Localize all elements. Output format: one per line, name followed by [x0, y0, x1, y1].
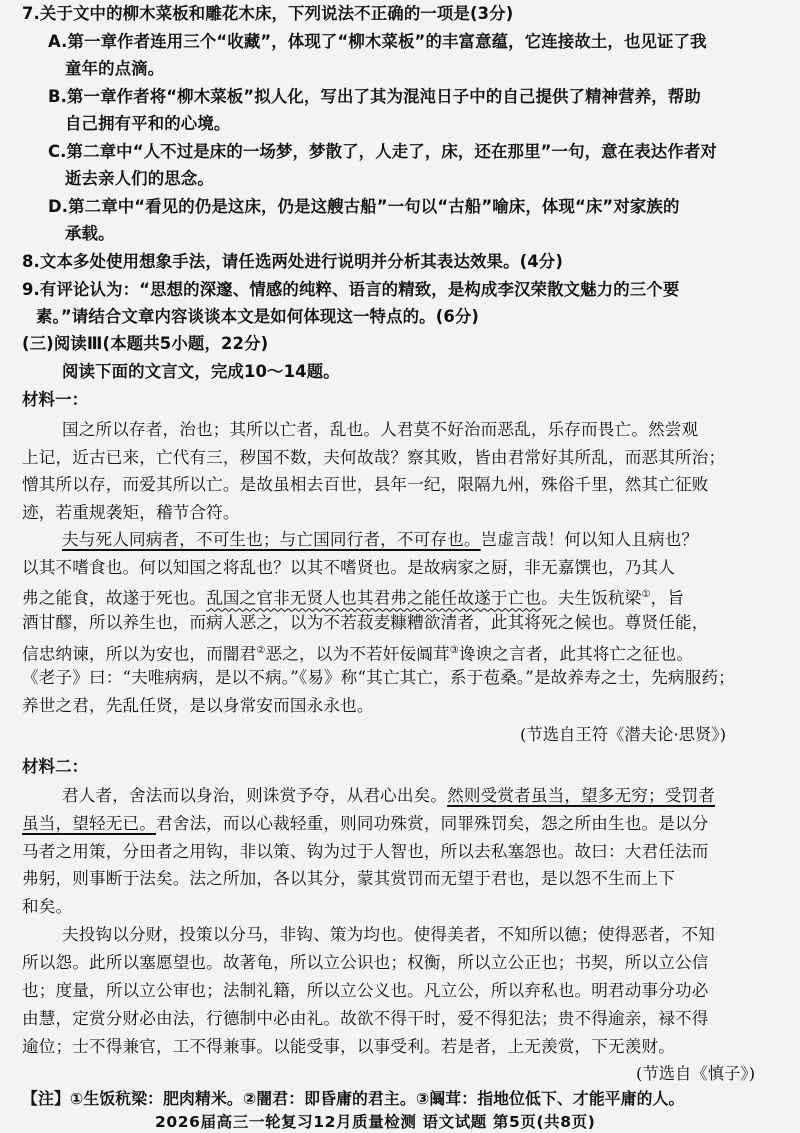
q7-option-a-line1: A.第一章作者连用三个“收藏”，体现了“柳木菜板”的丰富意蕴，它连接故土，也见证了我 [48, 32, 707, 51]
m1-p2-line2: 以其不嗜食也。何以知国之将乱也？以其不嗜贤也。是故病家之厨，非无嘉馔也，乃其人 [22, 558, 676, 577]
m2-p2-line1: 夫投钩以分财，投策以分马，非钩、策为均也。使得美者，不知所以德；使得恶者，不知 [62, 925, 716, 944]
q7-option-b-line2: 自己拥有平和的心境。 [65, 114, 231, 133]
footnote-marker-3: ③ [449, 645, 459, 656]
wavy-underlined-sentence: 乱国之官非无贤人也其君弗之能任故遂于亡也 [206, 588, 542, 608]
m2-p1-line3: 马者之用策，分田者之用钩，非以策、钩为过于人智也，所以去私塞怨也。故曰：大君任法而 [22, 842, 709, 861]
q7-option-d-line2: 承载。 [65, 224, 115, 243]
m1-p1-line4: 迹，若重规袭矩，稽节合符。 [22, 503, 240, 522]
q7-option-a-line2: 童年的点滴。 [65, 59, 165, 78]
m2-p2-line2: 所以怨。此所以塞愿望也。故著龟，所以立公识也；权衡，所以立公正也；书契，所以立公信 [22, 953, 709, 972]
m1-p1-line2: 上记，近古已来，亡代有三，秽国不数，夫何故哉？察其败，皆由君常好其所乱，而恶其所治； [22, 448, 726, 467]
underlined-sentence-2: 然则受赏者虽当，望多无穷；受罚者 [447, 786, 716, 805]
q7-option-d-line1: D.第二章中“看见的仍是这床，仍是这艘古船”一句以“古船”喻床，体现“床”对家族的 [48, 197, 680, 216]
question-9-line1: 9.有评论认为：“思想的深邃、情感的纯粹、语言的精致，是构成李汉荣散文魅力的三个要 [22, 280, 680, 299]
m1-p2-line3: 弗之能食，故遂于死也。乱国之官非无贤人也其君弗之能任故遂于亡也。夫生饭秔梁①，旨 [22, 588, 685, 608]
underlined-sentence-2-cont: 虽当，望轻无已。 [22, 814, 156, 833]
m2-p2-line3: 也；度量，所以立公审也；法制礼籍，所以立公义也。凡立公，所以弃私也。明君动事分功必 [22, 981, 709, 1000]
m1-p2-line7: 养世之君，先乱任贤，是以身常安而国永永也。 [22, 696, 374, 715]
material-2-source: (节选自《慎子》) [636, 1064, 756, 1083]
footnotes: 【注】①生饭秔梁：肥肉精米。②闇君：即昏庸的君主。③阘茸：指地位低下、才能平庸的人。 [22, 1089, 685, 1108]
material-1-source: (节选自王符《潜夫论·思贤》) [520, 725, 727, 744]
m1-p2-line5: 信忠纳谏，所以为安也，而闇君②恶之，以为不若奸佞阘茸③谗谀之言者，此其将亡之征也。 [22, 644, 694, 664]
q7-option-c-line1: C.第二章中“人不过是床的一场梦，梦散了，人走了，床，还在那里”一句，意在表达作者对 [48, 142, 717, 161]
m2-p2-line4: 由慧，定赏分财必由法，行德制中必由礼。故欲不得干时，爱不得犯法；贵不得逾亲，禄不得 [22, 1009, 709, 1028]
m1-p2-line1: 夫与死人同病者，不可生也；与亡国同行者，不可存也。岂虚言哉！何以知人且病也？ [62, 530, 699, 549]
m1-p1-line1: 国之所以存者，治也；其所以亡者，乱也。人君莫不好治而恶乱，乐存而畏亡。然尝观 [62, 420, 699, 439]
m1-p2-line4: 酒甘醪，所以养生也，而病人恶之，以为不若菽麦糠糟欲清者，此其将死之候也。尊贤任能， [22, 613, 709, 632]
underlined-sentence-1: 夫与死人同病者，不可生也；与亡国同行者，不可存也。 [62, 530, 481, 549]
section-title: (三)阅读Ⅲ(本题共5小题，22分) [22, 334, 269, 353]
question-9-line2: 素。”请结合文章内容谈谈本文是如何体现这一特点的。(6分) [36, 307, 480, 326]
material-1-label: 材料一： [22, 390, 89, 409]
footnote-marker-1: ① [641, 589, 651, 600]
q7-option-c-line2: 逝去亲人们的思念。 [65, 169, 214, 188]
m2-p2-line5: 逾位；士不得兼官，工不得兼事。以能受事，以事受利。若是者，上无羡赏，下无羡财。 [22, 1037, 676, 1056]
section-instruction: 阅读下面的文言文，完成10～14题。 [62, 362, 340, 381]
m2-p1-line4: 弗躬，则事断于法矣。法之所加，各以其分，蒙其赏罚而无望于君也，是以怨不生而上下 [22, 869, 676, 888]
m1-p1-line3: 憎其所以存，而爱其所以亡。是故虽相去百世，县年一纪，限隔九州，殊俗千里，然其亡征败 [22, 475, 709, 494]
m2-p1-line2: 虽当，望轻无已。君舍法，而以心裁轻重，则同功殊赏，同罪殊罚矣，怨之所由生也。是以分 [22, 814, 709, 833]
material-2-label: 材料二： [22, 757, 89, 776]
question-8: 8.文本多处使用想象手法，请任选两处进行说明并分析其表达效果。(4分) [22, 252, 563, 271]
footnote-marker-2: ② [256, 645, 266, 656]
q7-option-b-line1: B.第一章作者将“柳木菜板”拟人化，写出了其为混沌日子中的自己提供了精神营养，帮助 [48, 87, 701, 106]
question-7-stem: 7.关于文中的柳木菜板和雕花木床，下列说法不正确的一项是(3分) [22, 4, 514, 23]
page-footer: 2026届高三一轮复习12月质量检测 语文试题 第5页(共8页) [155, 1113, 596, 1131]
m2-p1-line1: 君人者，舍法而以身治，则诛赏予夺，从君心出矣。然则受赏者虽当，望多无穷；受罚者 [62, 786, 716, 805]
m1-p2-line6: 《老子》曰：“夫唯病病，是以不病。”《易》称“其亡其亡，系于苞桑。”是故养寿之士，先病服药； [22, 668, 735, 687]
m2-p1-line5: 和矣。 [22, 897, 73, 916]
